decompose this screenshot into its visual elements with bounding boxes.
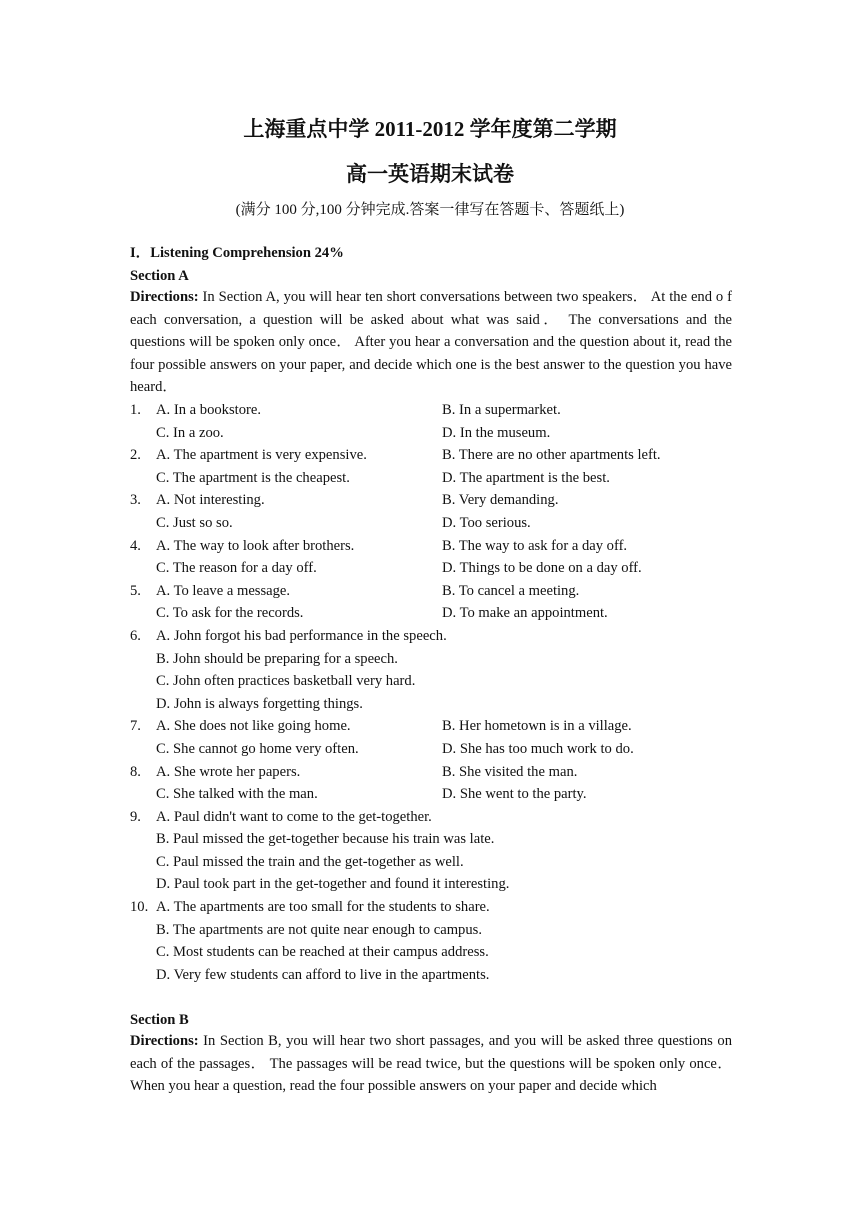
option-c: C. The reason for a day off. (156, 560, 317, 577)
option-b: B. She visited the man. (442, 763, 578, 780)
option-c: C. She cannot go home very often. (156, 740, 359, 757)
directions-label: Directions: (130, 1033, 199, 1049)
option-c: C. Paul missed the train and the get-together as well. (156, 853, 464, 870)
question-row (130, 761, 732, 784)
question-row (130, 806, 732, 829)
question-row (130, 648, 732, 671)
option-d: D. She has too much work to do. (442, 740, 634, 757)
option-d: D. The apartment is the best. (442, 469, 610, 486)
option-d: D. To make an appointment. (442, 605, 608, 622)
question-number: 1. (130, 402, 141, 418)
question-row (130, 512, 732, 535)
part-heading: I．Listening Comprehension 24% (130, 245, 344, 261)
directions-label: Directions: (130, 289, 199, 305)
exam-subtitle: 高一英语期末试卷 (346, 162, 514, 186)
question-row (130, 738, 732, 761)
question-row (130, 422, 732, 445)
option-b: B. The apartments are not quite near enough to campus. (156, 921, 482, 938)
question-row (130, 399, 732, 422)
option-d: D. Paul took part in the get-together and found it interesting. (156, 876, 510, 893)
option-c: C. The apartment is the cheapest. (156, 469, 350, 486)
option-a: A. Paul didn't want to come to the get-together. (156, 808, 432, 825)
option-b: B. Paul missed the get-together because his train was late. (156, 831, 495, 848)
question-number: 9. (130, 808, 141, 825)
directions-text: In Section B, you will hear two short passages, and you will be asked three questions on each of the passages． The passages will be read twice, but the questions will be spoken only once． When you hear a question, read the four possible answers on your paper and decide which (130, 1033, 732, 1094)
option-b: B. To cancel a meeting. (442, 582, 580, 599)
option-c: C. John often practices basketball very hard. (156, 673, 416, 690)
question-number: 3. (130, 492, 141, 509)
directions-text: In Section A, you will hear ten short conversations between two speakers． At the end o f each conversation, a question will be asked about what was said． The conversations and the questions will be spoken only once． After you hear a conversation and the question about it, read the four possible answers on your paper, and decide which one is the best answer to the question you have heard． (130, 289, 732, 395)
option-b: B. In a supermarket. (442, 402, 561, 418)
question-number: 4. (130, 537, 141, 554)
question-row (130, 828, 732, 851)
question-number: 2. (130, 447, 141, 464)
option-d: D. She went to the party. (442, 786, 587, 803)
question-row (130, 580, 732, 603)
option-a: A. Not interesting. (156, 492, 265, 509)
question-number: 5. (130, 582, 141, 599)
question-number: 6. (130, 627, 141, 644)
question-row (130, 557, 732, 580)
question-number: 10. (130, 899, 149, 916)
option-a: A. The way to look after brothers. (156, 537, 355, 554)
question-row (130, 489, 732, 512)
question-list (130, 399, 732, 986)
question-row (130, 851, 732, 874)
option-a: A. She wrote her papers. (156, 763, 301, 780)
question-row (130, 715, 732, 738)
option-a: A. The apartment is very expensive. (156, 447, 367, 464)
question-row (130, 964, 732, 987)
option-b: B. John should be preparing for a speech. (156, 650, 398, 667)
option-b: B. Her hometown is in a village. (442, 718, 632, 735)
option-a: A. The apartments are too small for the students to share. (156, 899, 490, 916)
question-row (130, 873, 732, 896)
option-c: C. Most students can be reached at their campus address. (156, 944, 489, 961)
option-c: C. To ask for the records. (156, 605, 304, 622)
question-row (130, 535, 732, 558)
option-b: B. Very demanding. (442, 492, 559, 509)
option-a: A. She does not like going home. (156, 718, 351, 735)
section-b-directions (130, 1030, 732, 1098)
question-row (130, 693, 732, 716)
question-row (130, 625, 732, 648)
section-b-heading: Section B (130, 1012, 189, 1028)
option-a: A. In a bookstore. (156, 402, 261, 418)
option-d: D. Too serious. (442, 514, 531, 531)
option-d: D. Very few students can afford to live in the apartments. (156, 966, 490, 983)
option-c: C. In a zoo. (156, 424, 224, 441)
question-row (130, 602, 732, 625)
question-row (130, 941, 732, 964)
option-d: D. Things to be done on a day off. (442, 560, 642, 577)
exam-note: (满分 100 分,100 分钟完成.答案一律写在答题卡、答题纸上) (235, 202, 625, 218)
section-a-heading: Section A (130, 268, 189, 284)
question-number: 8. (130, 763, 141, 780)
question-row (130, 919, 732, 942)
option-d: D. John is always forgetting things. (156, 695, 363, 712)
option-a: A. To leave a message. (156, 582, 291, 599)
option-b: B. The way to ask for a day off. (442, 537, 628, 554)
option-a: A. John forgot his bad performance in the speech. (156, 627, 447, 644)
question-number: 7. (130, 718, 141, 735)
question-row (130, 467, 732, 490)
section-a-directions (130, 286, 732, 399)
option-d: D. In the museum. (442, 424, 551, 441)
question-row (130, 783, 732, 806)
question-row (130, 896, 732, 919)
option-c: C. Just so so. (156, 514, 233, 531)
question-row (130, 670, 732, 693)
option-c: C. She talked with the man. (156, 786, 318, 803)
exam-title: 上海重点中学 2011-2012 学年度第二学期 (243, 117, 617, 141)
option-b: B. There are no other apartments left. (442, 447, 661, 464)
question-row (130, 444, 732, 467)
